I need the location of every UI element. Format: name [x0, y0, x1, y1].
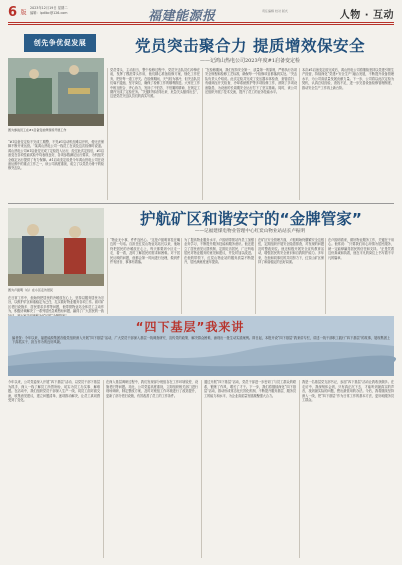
column-divider — [107, 68, 108, 200]
page-number — [8, 4, 32, 20]
story1-photo — [8, 58, 104, 126]
editor-line: 编辑：lpdlbc@126.com — [30, 11, 68, 15]
column-divider — [325, 238, 326, 314]
story3-col2: 在深入基层调研过程中，我们发现部分班组存在工作环境较差、设施老旧等问题。对此，公司党委高度重视，立即组织相关部门进行现场调研，制定整改方案，及时对班组工作环境进行了改造提升，更新了部分老旧设施，有效改善了员工的工作条件。 — [106, 380, 198, 398]
story3-col4: 我是一名基层党支部书记，参加“四下基层”活动让我收获颇多。在走访中，我深刻体会到，只有真正沉下去，才能听到最真实的声音，找到最实际的问题，想出最管用的办法。今后，我将继续坚持深入一线，把“四下基层”作为日常工作的基本方法，更好地服务员工群众。 — [302, 380, 394, 403]
section-title: 人物 · 互动 — [339, 10, 394, 21]
story1-col4: 本次#1启备变定检完成后，鸿山热电公司将继续坚持以党建引领生产经营，持续深化“党建+安全生产”融合发展，不断提升设备管理水平，为公司高质量发展贡献力量。下一步，公司将以此次定检为契机，认真总结经验，查找不足，进一步完善设备检修管理制度，推动安全生产工作再上新台阶。 — [302, 68, 394, 90]
story2-col1: 在日常工作中，他始终把居民的冷暖放在心上，坚持以服务居民为宗旨，以维护矿区和谐稳定为己任，扎实做好物业服务各项工作。面对矿区老旧设施多、居民需求多样等问题，他带领物业站全体员工主动作为，积极协调解决了一系列居民急难愁盼问题，赢得了广大居民的一致 — [8, 296, 104, 314]
story2-photo-image — [8, 208, 104, 286]
date-line: 2023年12月19日 星期二 — [30, 6, 68, 10]
story1-photo-image — [8, 58, 104, 126]
story3-intro: 编者按：今年以来，福建能源集团各级党组织深入开展“四下基层”活动，广大党员干部深入基层一线调查研究、宣传党的政策、解决群众困难，涌现出一批生动实践案例。即日起，本报开设“四下基层”我来讲专栏，讲述一线干部职工践行“四下基层”的故事，展现集团上下真抓实干、担当作为的良好风貌。 — [12, 336, 390, 345]
story2-col2: “物业无小事，件件连民心。”这是卢振明常挂在嘴边的一句话。自担任红炭山物业站站长以来，他始终把居民的冷暖放在心上，每天都要到小区走一走、看一看，及时了解居民的需求和困难。对于居民反映的问题，他都会第一时间进行处理，做到件件有回音、事事有着落。 — [110, 238, 180, 265]
story1-col3: “在检修期间，我们坚持安全第一、质量第一的原则，严格执行各项安全规程和检修工艺标准，确保每一个检修项目都落到实处。”突击队负责人介绍说。此次定检共完成了变压器本体检查、套管清扫、有载调压开关检查、冷却系统维护等多项检修工作，消除了多项设备隐患，为设备的长周期安全运行打下了坚实基础。同时，该公司还组织开展了技术交流，提升了员工的业务技能水平。 — [205, 68, 297, 95]
story1-headline: 党员突击聚合力 提质增效保安全 — [135, 37, 365, 55]
column-divider — [299, 68, 300, 200]
masthead: 福建能源报 — [148, 9, 216, 24]
story1-col1: “#1启备变定检不完成工期整，不见#1启动机组难以开机，便无法保障不断开来运营。”某鸿山热电公司一线员工在谈及这次检修时说道。鸿山热电公司#1启备变完成了定检投入运行，经过此次定检后，#1启备变在各项性能试验中均表现良好，各项参数满足运行要求，为机组安全稳定运行提供了有力保障。#1启动变定检是今年鸿山热电公司在设备运维中的重点工作之一，该公司高度重视，成立了以党员为骨干的检修突击队。 — [8, 140, 104, 171]
header-rule — [8, 22, 394, 23]
column-divider — [255, 238, 256, 314]
header-meta — [30, 6, 68, 16]
responsible-editor: 责任编辑 校对 版式 — [262, 9, 288, 13]
editorial-box: 创先争优促发展 — [24, 34, 96, 52]
edition-label: 版 — [19, 9, 27, 15]
column-divider — [103, 380, 104, 558]
story2-col5: 在卢振明看来，做好物业服务工作，关键在于用心。他常说：“只要我们用心用情为居民服务，就一定能够赢得居民的信任和支持。”正是凭着这份真诚和执着，他在平凡的岗位上书写着不平凡的篇章。 — [328, 238, 394, 260]
column-divider — [202, 68, 203, 200]
column-divider — [201, 380, 202, 558]
story2-headline: 护航矿区和谐安宁的“金牌管家” — [140, 210, 362, 228]
story2-subheadline: ——记福建煤电物业管理中心红炭山物业站站长卢振明 — [194, 229, 306, 234]
story1-photo-caption: 图为参战员工在#1启备变检修现场开展工作 — [8, 128, 67, 132]
story1-col2: 党员带头、主动担当，整个检修过程中，党员突击队员们冲锋在前，发挥了模范带头作用，他们精心准备检修方案，细化工作任务，把好每一道工序关。在检修期间，天气较为寒冷，但突击队员们毫不退缩，坚守岗位，确保了检修工作的顺利推进。大家在工作中相互配合、齐心协力，发扬了不怕苦、不怕累的精神，在规定工期内完成了定检任务。“关键时刻站得出来、危急关头豁得出去”，这是党员突击队员们的真实写照。 — [110, 68, 200, 99]
column-divider — [299, 380, 300, 558]
story3-col3: 通过开展“四下基层”活动，党员干部进一步密切了与员工群众的联系，锻炼了作风，增长了才干。下一步，我们将继续深化“四下基层”活动，推动形成常态化长效化机制，不断提升服务基层、服务员工的能力和水平，为企业高质量发展凝聚强大合力。 — [204, 380, 296, 398]
story-separator — [8, 203, 394, 204]
story3-col1: 今年以来，公司党委深入开展“四下基层”活动，以党员干部下基层为抓手，深入一线了解员工所思所盼，切实为员工办实事、解难题。在活动中，我们组织党员干部深入生产一线，同员工面对面交流，收集意见建议，建立问题清单，逐项推动解决，让员工真切感受到了变化。 — [8, 380, 100, 403]
story2-col4: 在矿区安全管理方面，卢振明始终绷紧安全这根弦，定期组织开展安全隐患排查，对发现的问题及时整改到位。他还积极开展安全宣传教育活动，增强居民的安全意识和自我防护能力。多年来，在他和同事们的共同努力下，红炭山矿区保持了和谐稳定的良好局面。 — [258, 238, 324, 265]
page-number-digit: 6 — [8, 4, 18, 20]
story3-headline: “四下基层”我来讲 — [135, 320, 245, 334]
column-divider — [181, 238, 182, 314]
story2-photo — [8, 208, 104, 286]
story1-subheadline: ——记鸿山热电公司2023年度#1启备变定检 — [199, 58, 301, 64]
story2-photo-caption: 图为卢振明（右）在小区走访居民 — [8, 288, 54, 292]
column-divider — [107, 238, 108, 314]
story2-col3: 为了提高物业服务水平，卢振明带领站内员工加强业务学习，不断提升服务技能和服务意识。他还建立了居民意见反馈机制，定期走访居民，广泛听取居民对物业服务的意见和建议，并及时加以改进。在他的带领下，红炭山物业站的服务质量不断提升，居民满意度逐年提高。 — [184, 238, 254, 265]
